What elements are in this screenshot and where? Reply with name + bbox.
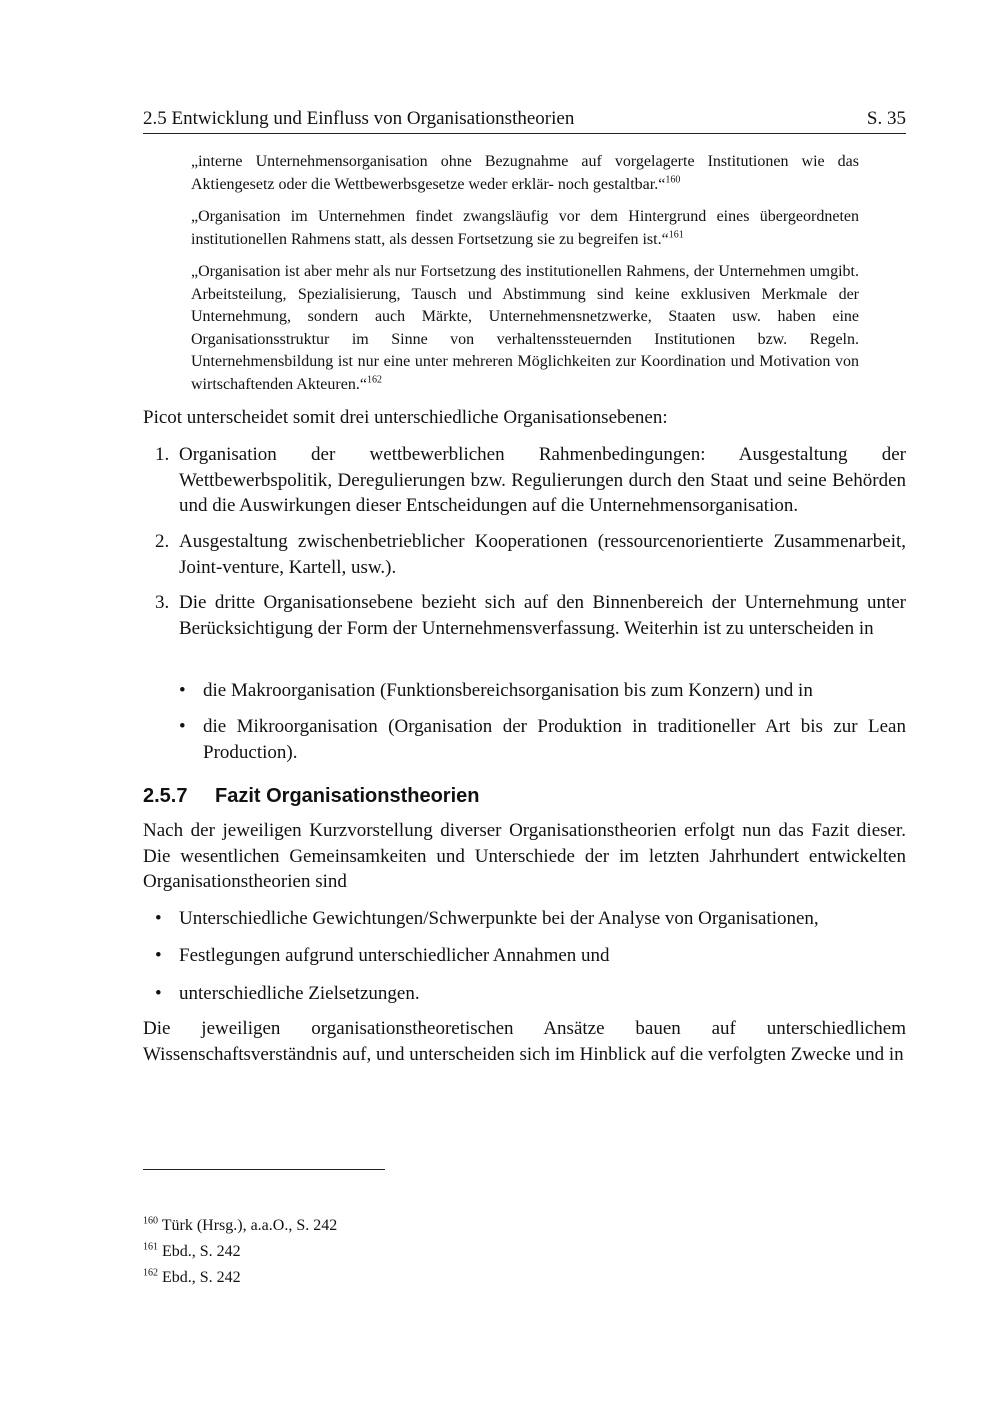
bullet-text: Festlegungen aufgrund unterschiedlicher Annahmen und <box>179 945 610 966</box>
quote-text: „Organisation im Unternehmen findet zwangsläufig vor dem Hintergrund eines übergeordneten institutionellen Rahmens statt, als dessen Fortsetzung sie zu begreifen ist.“ <box>191 208 859 248</box>
running-header <box>143 107 906 134</box>
footnote-separator <box>143 1169 385 1170</box>
closing-paragraph: Die jeweiligen organisationstheoretischen Ansätze bauen auf unterschiedlichem Wissenschaftsverständnis auf, und unterscheiden sich im Hinblick auf die verfolgten Zwecke und in <box>143 1018 906 1065</box>
item-number: 1. <box>155 444 170 465</box>
block-quote-2 <box>191 206 859 251</box>
bullet-icon: • <box>155 908 162 929</box>
item-number: 3. <box>155 592 170 613</box>
footnote-text: Ebd., S. 242 <box>158 1243 241 1260</box>
footnote-number: 162 <box>143 1267 158 1279</box>
block-quote-1 <box>191 151 859 196</box>
footnote-ref: 162 <box>366 374 382 386</box>
item-text: Die dritte Organisationsebene bezieht sich auf den Binnenbereich der Unternehmung unter Berücksichtigung der Form der Unternehmensverfassung. Weiterhin ist zu unterscheiden in <box>179 592 906 639</box>
bullet-icon: • <box>179 716 186 737</box>
footnote-number: 160 <box>143 1215 158 1227</box>
bullet-icon: • <box>155 983 162 1004</box>
section-title: Fazit Organisationstheorien <box>215 785 480 807</box>
intro-paragraph: Picot unterscheidet somit drei unterschiedliche Organisationsebenen: <box>143 407 668 428</box>
quote-text: „Organisation ist aber mehr als nur Fortsetzung des institutionellen Rahmens, der Unternehmen umgibt. Arbeitsteilung, Spezialisierung, Tausch und Abstimmung sind keine exklusiven Merkmale der Unternehmung, sondern auch Märkte, Unternehmensnetzwerke, Staaten usw. haben eine Organisationsstruktur im Sinne von verhaltenssteuernden Institutionen bzw. Regeln. Unternehmensbildung ist nur eine unter mehreren Möglichkeiten zur Koordination und Motivation von wirtschaftenden Akteuren.“ <box>191 263 859 393</box>
quote-text: „interne Unternehmensorganisation ohne Bezugnahme auf vorgelagerte Institutionen wie das Aktiengesetz oder die Wettbewerbsgesetze weder erklär- noch gestaltbar.“ <box>191 153 859 193</box>
bullet-icon: • <box>155 945 162 966</box>
item-text: Ausgestaltung zwischenbetrieblicher Kooperationen (ressourcenorientierte Zusammenarbeit, Joint-venture, Kartell, usw.). <box>179 531 906 578</box>
header-section-title: 2.5 Entwicklung und Einfluss von Organisationstheorien <box>143 108 575 129</box>
footnote-ref: 161 <box>668 229 684 241</box>
footnote-text: Türk (Hrsg.), a.a.O., S. 242 <box>158 1217 338 1234</box>
bullet-text: unterschiedliche Zielsetzungen. <box>179 983 420 1004</box>
block-quote-3 <box>191 261 859 396</box>
footnote-160 <box>143 1216 337 1236</box>
footnote-text: Ebd., S. 242 <box>158 1269 241 1286</box>
footnote-ref: 160 <box>665 174 681 186</box>
bullet-text: Unterschiedliche Gewichtungen/Schwerpunkte bei der Analyse von Organisationen, <box>179 908 819 929</box>
bullet-text: die Mikroorganisation (Organisation der Produktion in traditioneller Art bis zur Lean Production). <box>203 716 906 763</box>
item-text: Organisation der wettbewerblichen Rahmenbedingungen: Ausgestaltung der Wettbewerbspolitik, Deregulierungen bzw. Regulierungen durch den Staat und seine Behörden und die Auswirkungen dieser Entscheidungen auf die Unternehmensorganisation. <box>179 444 906 516</box>
footnote-162 <box>143 1268 241 1288</box>
fazit-paragraph: Nach der jeweiligen Kurzvorstellung diverser Organisationstheorien erfolgt nun das Fazit dieser. Die wesentlichen Gemeinsamkeiten und Unterschiede der im letzten Jahrhundert entwickelten Organisationstheorien sind <box>143 820 906 892</box>
bullet-text: die Makroorganisation (Funktionsbereichsorganisation bis zum Konzern) und in <box>203 680 813 701</box>
bullet-icon: • <box>179 680 186 701</box>
header-page-number: S. 35 <box>866 108 906 129</box>
footnote-161 <box>143 1242 241 1262</box>
item-number: 2. <box>155 531 170 552</box>
footnote-number: 161 <box>143 1241 158 1253</box>
section-number: 2.5.7 <box>143 785 188 807</box>
